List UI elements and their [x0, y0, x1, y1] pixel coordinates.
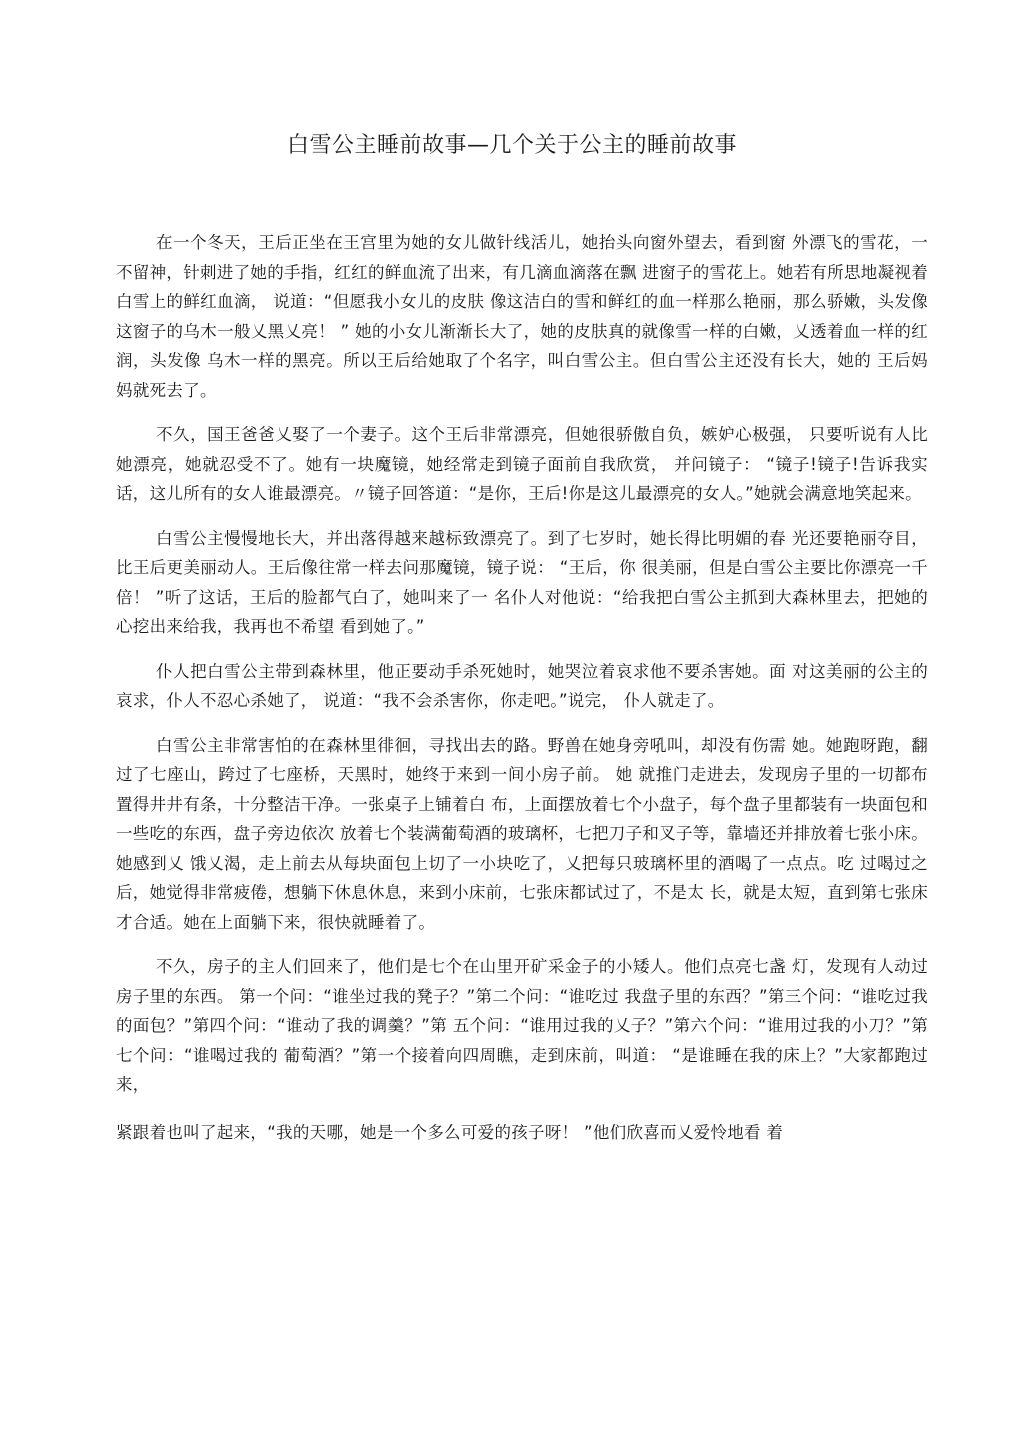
paragraph-5: 白雪公主非常害怕的在森林里徘徊，寻找出去的路。野兽在她身旁吼叫，却没有伤需 她。她跑呀跑，翻过了七座山，跨过了七座桥，天黑时，她终于来到一间小房子前。 她 就推门走进去，发现房子里的一切都布置得井井有条，十分整洁干净。一张桌子上铺着白 布，上面摆放着七个小盘子，每个盘子里都装有一块面包和一些吃的东西，盘子旁边依次 放着七个装满葡萄酒的玻璃杯，七把刀子和叉子等，靠墙还并排放着七张小床。她感到乂 饿乂渴，走上前去从每块面包上切了一小块吃了，乂把每只玻璃杯里的酒喝了一点点。吃 过喝过之后，她觉得非常疲倦，想躺下休息休息，来到小床前，七张床都试过了，不是太 长，就是太短，直到第七张床才合适。她在上面躺下来，很快就睡着了。: [116, 735, 928, 932]
paragraph-1: 在一个冬天，王后正坐在王宫里为她的女儿做针线活儿，她抬头向窗外望去，看到窗 外漂飞的雪花，一不留神，针刺进了她的手指，红红的鲜血流了出来，有几滴血滴落在飘 进窗子的雪花上。她若有所思地凝视着白雪上的鲜红血滴， 说道：“但愿我小女儿的皮肤 像这洁白的雪和鲜红的血一样那么艳丽，那么骄嫩，头发像这窗子的乌木一般乂黑乂亮！ ” 她的小女儿渐渐长大了，她的皮肤真的就像雪一样的白嫩，乂透着血一样的红润，头发像 乌木一样的黑亮。所以王后给她取了个名字，叫白雪公主。但白雪公主还没有长大，她的 王后妈妈就死去了。: [116, 233, 928, 400]
story-body: [116, 228, 928, 1162]
paragraph-continuation: 紧跟着也叫了起来，“我的天哪，她是一个多么可爱的孩子呀！ ”他们欣喜而乂爱怜地看 着: [116, 1122, 784, 1142]
paragraph-4: 仆人把白雪公主带到森林里，他正要动手杀死她时，她哭泣着哀求他不要杀害她。面 对这美丽的公主的哀求，仆人不忍心杀她了， 说道：“我不会杀害你，你走吧。”说完， 仆人就走了。: [116, 661, 928, 710]
paragraph-2: 不久，国王爸爸乂娶了一个妻子。这个王后非常漂亮，但她很骄傲自负，嫉妒心极强， 只要听说有人比她漂亮，她就忍受不了。她有一块魔镜，她经常走到镜子面前自我欣赏， 并问镜子： “镜子!镜子!告诉我实话，这儿所有的女人谁最漂亮。〃镜子回答道：“是你，王后!你是这儿最漂亮的女人。”她就会满意地笑起来。: [116, 425, 928, 503]
page-title: 白雪公主睡前故事—几个关于公主的睡前故事: [286, 133, 737, 158]
paragraph-3: 白雪公主慢慢地长大，并出落得越来越标致漂亮了。到了七岁时，她长得比明媚的春 光还要艳丽夺目，比王后更美丽动人。王后像往常一样去问那魔镜，镜子说： “王后，你 很美丽，但是白雪公主要比你漂亮一千倍！ ”听了这话，王后的脸都气白了，她叫来了一 名仆人对他说：“给我把白雪公主抓到大森林里去，把她的心挖出来给我，我再也不希望 看到她了。”: [116, 528, 928, 636]
paragraph-6: 不久，房子的主人们回来了，他们是七个在山里开矿采金子的小矮人。他们点亮七盏 灯，发现有人动过房子里的东西。 第一个问：“谁坐过我的凳子？”第二个问：“谁吃过 我盘子里的东西？”第三个问：“谁吃过我的面包？”第四个问：“谁动了我的调羹？”第 五个问：“谁用过我的乂子？”第六个问：“谁用过我的小刀？”第七个问：“谁喝过我的 葡萄酒？”第一个接着向四周瞧，走到床前，叫道： “是谁睡在我的床上？”大家都跑过来，: [116, 957, 928, 1094]
